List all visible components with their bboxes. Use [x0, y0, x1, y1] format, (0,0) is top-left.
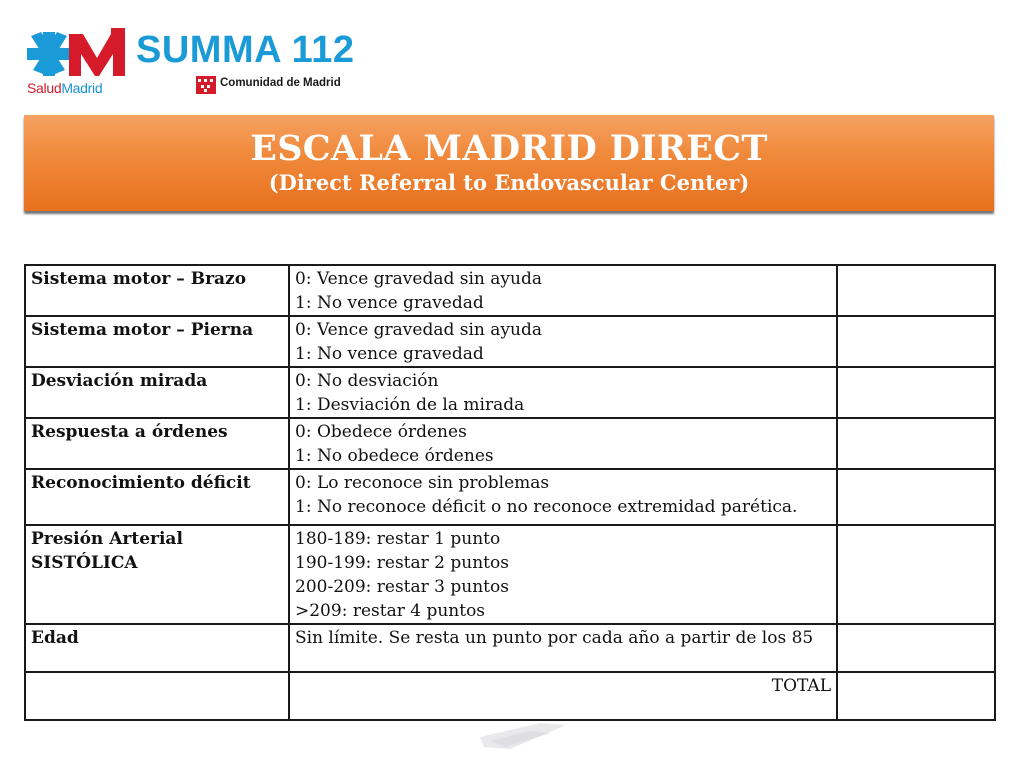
table-row [25, 265, 995, 316]
table-row [25, 624, 995, 672]
banner-title: ESCALA MADRID DIRECT [250, 128, 768, 169]
table-row [25, 418, 995, 469]
option-text: 1: No vence gravedad [295, 344, 484, 364]
option-text: Sin límite. Se resta un punto por cada año a partir de los 85 [295, 628, 814, 648]
option-text: 180-189: restar 1 punto [295, 529, 501, 549]
total-row [25, 672, 995, 720]
comunidad-flag-icon [196, 76, 216, 94]
score-cell[interactable] [837, 624, 995, 672]
option-text: >209: restar 4 puntos [295, 601, 486, 621]
row-item-label: Sistema motor – Pierna [25, 316, 289, 367]
total-label: TOTAL [289, 672, 837, 720]
summa-112-title: SUMMA 112 [136, 29, 355, 71]
option-text: 0: Vence gravedad sin ayuda [295, 269, 542, 289]
banner-subtitle: (Direct Referral to Endovascular Center) [268, 170, 750, 195]
row-options [289, 316, 837, 367]
madrid-direct-scale-table [24, 264, 996, 721]
score-cell[interactable] [837, 418, 995, 469]
comunidad-de-madrid-label: Comunidad de Madrid [220, 77, 341, 89]
row-options [289, 367, 837, 418]
score-cell[interactable] [837, 265, 995, 316]
faded-watermark-icon [470, 715, 580, 755]
table-row [25, 525, 995, 624]
row-item-label: Edad [25, 624, 289, 672]
salud-madrid-emblem-icon [25, 28, 135, 80]
score-cell[interactable] [837, 316, 995, 367]
option-text: 1: No reconoce déficit o no reconoce extremidad parética. [295, 497, 798, 517]
row-item-label: Reconocimiento déficit [25, 469, 289, 525]
row-options [289, 469, 837, 525]
row-item-label: Presión Arterial SISTÓLICA [25, 525, 289, 624]
score-cell[interactable] [837, 469, 995, 525]
option-text: 1: No obedece órdenes [295, 446, 494, 466]
option-text: 0: Lo reconoce sin problemas [295, 473, 550, 493]
row-item-label: Respuesta a órdenes [25, 418, 289, 469]
row-options [289, 265, 837, 316]
row-options [289, 525, 837, 624]
row-options [289, 418, 837, 469]
score-cell[interactable] [837, 367, 995, 418]
option-text: 0: Vence gravedad sin ayuda [295, 320, 542, 340]
row-options [289, 624, 837, 672]
option-text: 200-209: restar 3 puntos [295, 577, 509, 597]
row-item-label: Desviación mirada [25, 367, 289, 418]
option-text: 0: No desviación [295, 371, 439, 391]
score-cell[interactable] [837, 525, 995, 624]
option-text: 190-199: restar 2 puntos [295, 553, 509, 573]
table-row [25, 469, 995, 525]
salud-madrid-wordmark: SaludMadrid [27, 80, 103, 96]
title-banner [24, 115, 994, 211]
option-text: 1: No vence gravedad [295, 293, 484, 313]
table-row [25, 316, 995, 367]
salud-madrid-logo [25, 28, 135, 98]
option-text: 1: Desviación de la mirada [295, 395, 525, 415]
total-score-cell[interactable] [837, 672, 995, 720]
row-item-label: Sistema motor – Brazo [25, 265, 289, 316]
option-text: 0: Obedece órdenes [295, 422, 467, 442]
total-empty-cell [25, 672, 289, 720]
table-row [25, 367, 995, 418]
